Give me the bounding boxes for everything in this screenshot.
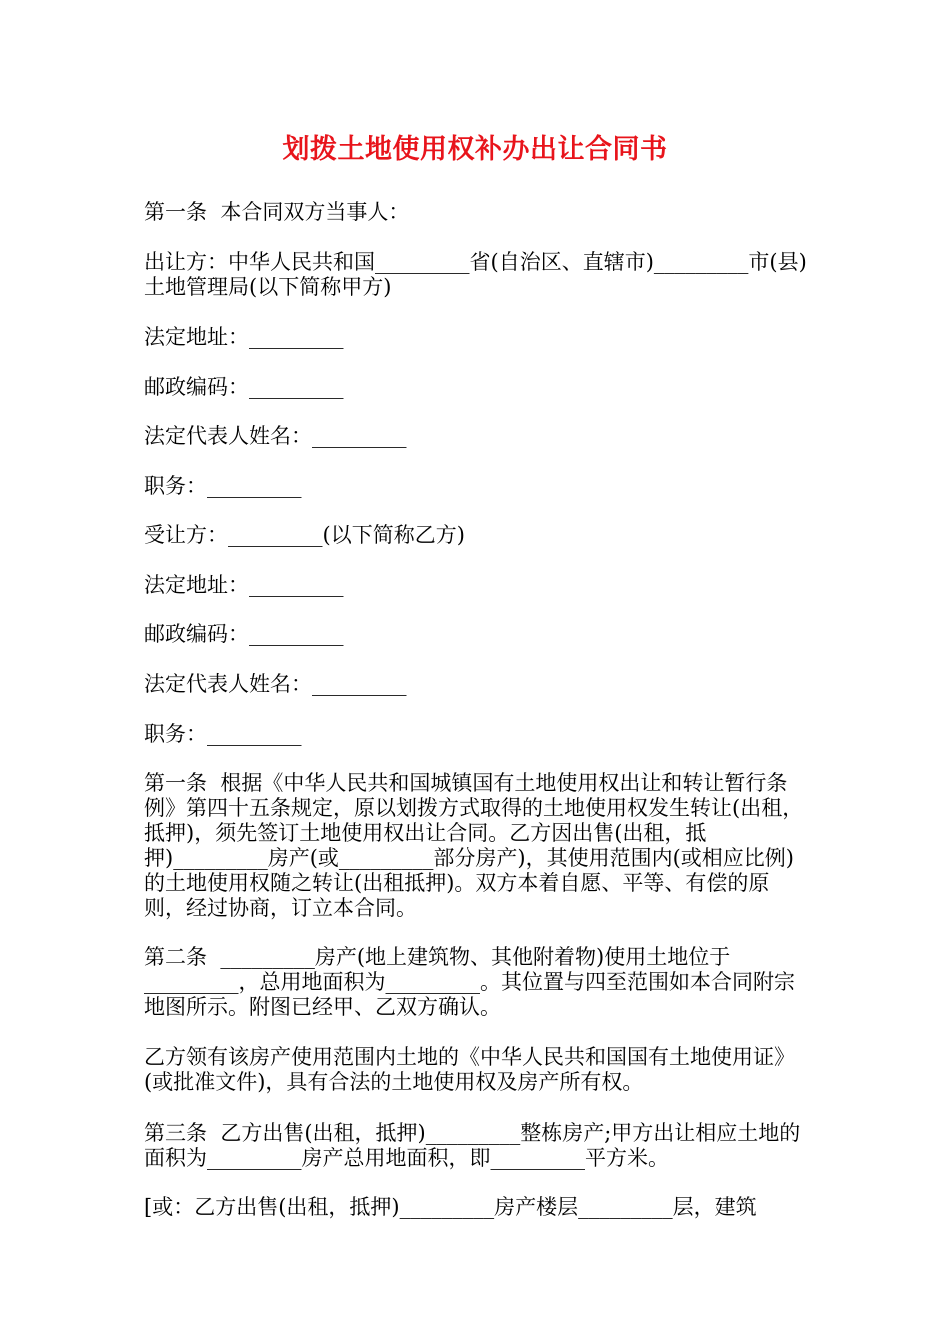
- paragraph-transferee-representative: 法定代表人姓名：_________: [144, 672, 407, 696]
- paragraph-transferee: 受让方：_________(以下简称乙方): [144, 523, 465, 547]
- paragraph-article-1-parties: 第一条 本合同双方当事人：: [144, 200, 410, 224]
- paragraph-alternative-clause: [或：乙方出售(出租，抵押)_________房产楼层_________层，建筑: [144, 1195, 757, 1219]
- paragraph-article-1-basis: 第一条 根据《中华人民共和国城镇国有土地使用权出让和转让暂行条例》第四十五条规定，原以划拨方式取得的土地使用权发生转让(出租，抵押)，须先签订土地使用权出让合同。乙方因出售(出租，抵押)_________房产(或_________部分房产)，其使用范围内(或相应比例)的土地使用权随之转让(出租抵押)。双方本着自愿、平等、有偿的原则，经过协商，订立本合同。: [144, 771, 804, 920]
- paragraph-article-3: 第三条 乙方出售(出租，抵押)_________整栋房产;甲方出让相应土地的面积为_________房产总用地面积，即_________平方米。: [144, 1121, 801, 1170]
- paragraph-transferee-position: 职务：_________: [144, 722, 302, 746]
- paragraph-transferor-address: 法定地址：_________: [144, 325, 344, 349]
- paragraph-transferor: 出让方：中华人民共和国_________省(自治区、直辖市)_________市(县)土地管理局(以下简称甲方): [144, 250, 807, 299]
- paragraph-transferor-position: 职务：_________: [144, 474, 302, 498]
- paragraph-transferor-postcode: 邮政编码：_________: [144, 375, 344, 399]
- paragraph-transferee-postcode: 邮政编码：_________: [144, 622, 344, 646]
- paragraph-transferee-address: 法定地址：_________: [144, 573, 344, 597]
- paragraph-article-2: 第二条 _________房产(地上建筑物、其他附着物)使用土地位于_________，总用地面积为_________。其位置与四至范围如本合同附宗地图所示。附图已经甲、乙双方确认。: [144, 945, 795, 1019]
- document-title: 划拨土地使用权补办出让合同书: [282, 134, 668, 165]
- paragraph-land-certificate: 乙方领有该房产使用范围内土地的《中华人民共和国国有土地使用证》(或批准文件)，具有合法的土地使用权及房产所有权。: [144, 1045, 795, 1094]
- paragraph-transferor-representative: 法定代表人姓名：_________: [144, 424, 407, 448]
